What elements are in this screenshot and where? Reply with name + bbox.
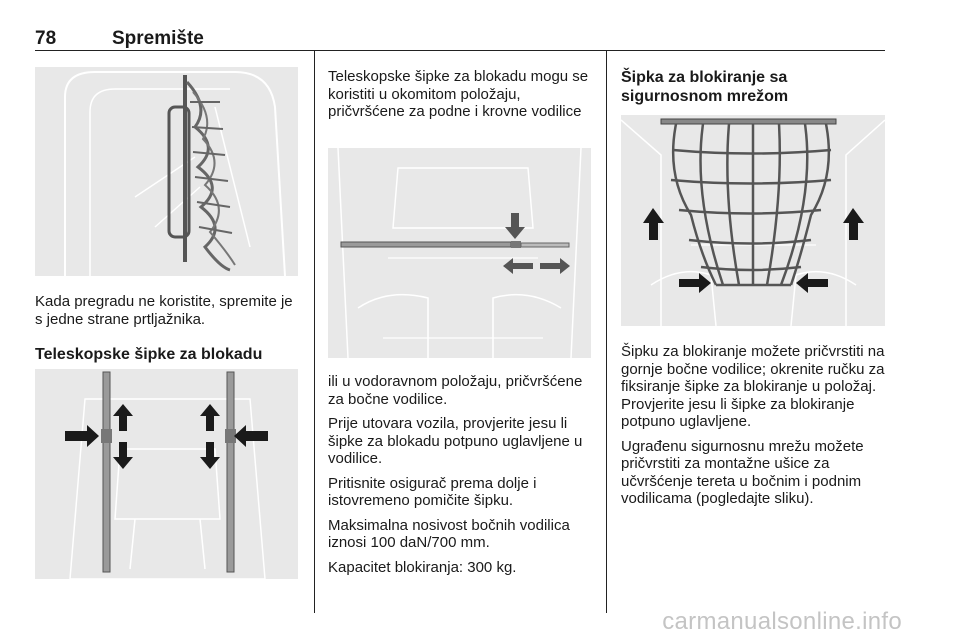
horizontal-position-text: ili u vodoravnom položaju, pričvršćene za bočne vodilice. xyxy=(328,373,583,408)
header-rule xyxy=(35,50,885,51)
stowed-partition-illustration xyxy=(35,67,298,276)
partition-caption: Kada pregradu ne koristite, spremite je s jedne strane prtljažnika. xyxy=(35,293,293,328)
section-heading-safety-net: Šipka za blokiranje sa sigurnosnom mrežom xyxy=(621,69,789,105)
vertical-position-text: Teleskopske šipke za blokadu mogu se koristiti u okomitom položaju, pričvršćene za podne i krovne vodilice xyxy=(328,68,589,120)
horizontal-bar-illustration xyxy=(328,148,591,358)
section-heading-telescopic-bars: Teleskopske šipke za blokadu xyxy=(35,346,263,363)
column-divider xyxy=(314,51,315,613)
blocking-capacity-text: Kapacitet blokiranja: 300 kg. xyxy=(328,558,517,576)
attach-net-text: Ugrađenu sigurnosnu mrežu možete pričvrstiti za montažne ušice za učvršćenje tereta u bočnim i podnim vodilicama (pogledajte sliku). xyxy=(621,437,864,507)
watermark: carmanualsonline.info xyxy=(662,608,902,635)
safety-net-illustration xyxy=(621,115,885,326)
max-load-text: Maksimalna nosivost bočnih vodilica iznosi 100 daN/700 mm. xyxy=(328,516,570,551)
check-bars-text: Prije utovara vozila, provjerite jesu li šipke za blokadu potpuno uglavljene u vodilice. xyxy=(328,415,583,467)
safety-net-body xyxy=(621,343,891,515)
section-title: Spremište xyxy=(112,28,204,49)
vertical-bars-illustration xyxy=(35,369,298,579)
horizontal-position-body xyxy=(328,373,593,583)
press-lock-text: Pritisnite osigurač prema dolje i istovremeno pomičite šipku. xyxy=(328,474,537,509)
attach-bar-text: Šipku za blokiranje možete pričvrstiti na gornje bočne vodilice; okrenite ručku za fiksiranje šipke za blokiranje u položaj. Provjerite jesu li šipke za blokiranje potpuno uglavljene. xyxy=(621,343,885,430)
page-number: 78 xyxy=(35,28,57,49)
column-divider xyxy=(606,51,607,613)
